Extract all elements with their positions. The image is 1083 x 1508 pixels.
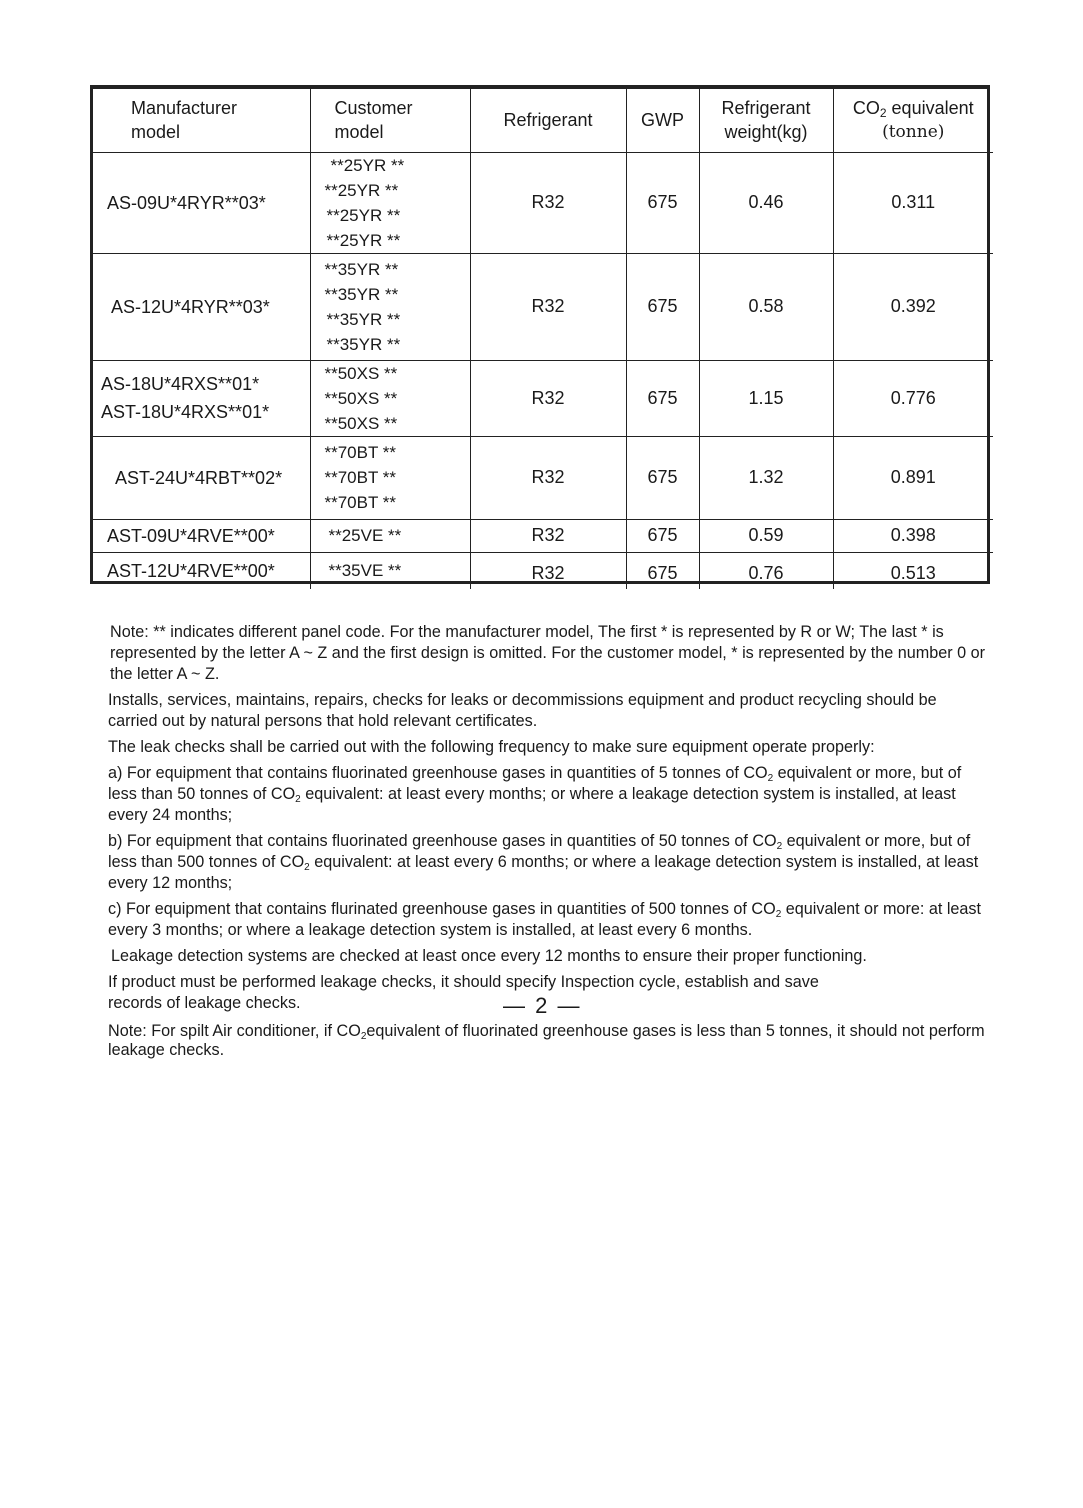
customer-model-cell: **35YR ** **35YR ** **35YR ** **35YR ** <box>310 253 470 360</box>
manufacturer-model-cell: AST-12U*4RVE**00* <box>93 552 310 589</box>
gwp-cell: 675 <box>626 360 699 436</box>
manufacturer-model-cell: AS-09U*4RYR**03* <box>93 152 310 253</box>
weight-cell: 1.32 <box>699 436 833 519</box>
manufacturer-model-cell: AS-18U*4RXS**01* AST-18U*4RXS**01* <box>93 360 310 436</box>
note-item-c: c) For equipment that contains flurinated greenhouse gases in quantities of 500 tonnes of $CO_2$ equivalent or more: at least every 3 months; or where a leakage detection system is installed, at least every 6 months. <box>108 900 982 939</box>
refrigerant-cell: R32 <box>470 152 626 253</box>
table-row <box>93 253 993 360</box>
table-row <box>93 360 993 436</box>
customer-model-cell: **70BT ** **70BT ** **70BT ** <box>310 436 470 519</box>
header-co2-equivalent: $CO_2$ equivalent (tonne) <box>833 89 993 152</box>
gwp-cell: 675 <box>626 552 699 589</box>
note-item-a: a) For equipment that contains fluorinated greenhouse gases in quantities of 5 tonnes of $CO_2$ equivalent or more, but of less than 50 tonnes of $CO_2$ equivalent: at least every months; or where a leakage detection system is installed, at least every 24 months; <box>108 764 962 824</box>
table-row <box>93 552 993 589</box>
note-item-b: b) For equipment that contains fluorinated greenhouse gases in quantities of 50 tonnes of $CO_2$ equivalent or more, but of less than 500 tonnes of $CO_2$ equivalent: at least every 6 months; or where a leakage detection system is installed, at least every 12 months; <box>108 832 979 892</box>
table-row <box>93 436 993 519</box>
note-split-ac: Note: For spilt Air conditioner, if $CO_2equivalent$ of fluorinated greenhouse gases is less than 5 tonnes, it should not perform leakage checks. <box>108 1022 985 1059</box>
gwp-cell: 675 <box>626 152 699 253</box>
refrigerant-cell: R32 <box>470 253 626 360</box>
co2-cell: 0.776 <box>833 360 993 436</box>
refrigerant-cell: R32 <box>470 436 626 519</box>
co2-cell: 0.398 <box>833 519 993 552</box>
customer-model-cell: **25YR ** **25YR ** **25YR ** **25YR ** <box>310 152 470 253</box>
refrigerant-cell: R32 <box>470 552 626 589</box>
weight-cell: 0.58 <box>699 253 833 360</box>
co2-cell: 0.513 <box>833 552 993 589</box>
table-header-row <box>93 89 993 152</box>
gwp-cell: 675 <box>626 253 699 360</box>
note-inspection-cycle: If product must be performed leakage checks, it should specify Inspection cycle, establish and save records of leakage checks. <box>108 973 819 1012</box>
refrigerant-table-frame <box>90 85 990 584</box>
header-refrigerant-weight: Refrigerant weight(kg) <box>699 89 833 152</box>
weight-cell: 0.46 <box>699 152 833 253</box>
customer-model-cell: **50XS ** **50XS ** **50XS ** <box>310 360 470 436</box>
gwp-cell: 675 <box>626 436 699 519</box>
page-number: — 2 — <box>503 993 582 1018</box>
note-certified-persons: Installs, services, maintains, repairs, checks for leaks or decommissions equipment and product recycling should be carried out by natural persons that hold relevant certificates. <box>108 691 937 730</box>
header-refrigerant: Refrigerant <box>470 89 626 152</box>
weight-cell: 1.15 <box>699 360 833 436</box>
co2-cell: 0.311 <box>833 152 993 253</box>
manufacturer-model-cell: AST-09U*4RVE**00* <box>93 519 310 552</box>
header-customer-model: Customer model <box>310 89 470 152</box>
table-row <box>93 152 993 253</box>
table-row <box>93 519 993 552</box>
header-gwp: GWP <box>626 89 699 152</box>
gwp-cell: 675 <box>626 519 699 552</box>
customer-model-cell: **35VE ** <box>310 552 470 589</box>
note-panel-code: Note: ** indicates different panel code. For the manufacturer model, The first * is represented by R or W; The last * is represented by the letter A ~ Z and the first design is omitted. For the customer model, * is represented by the number 0 or the letter A ~ Z. <box>110 623 986 683</box>
co2-cell: 0.891 <box>833 436 993 519</box>
note-frequency-intro: The leak checks shall be carried out with the following frequency to make sure equipment operate properly: <box>108 738 875 756</box>
note-detection-check: Leakage detection systems are checked at least once every 12 months to ensure their proper functioning. <box>111 947 867 965</box>
weight-cell: 0.76 <box>699 552 833 589</box>
refrigerant-cell: R32 <box>470 519 626 552</box>
refrigerant-table <box>93 89 993 589</box>
customer-model-cell: **25VE ** <box>310 519 470 552</box>
refrigerant-cell: R32 <box>470 360 626 436</box>
manufacturer-model-cell: AST-24U*4RBT**02* <box>93 436 310 519</box>
manufacturer-model-cell: AS-12U*4RYR**03* <box>93 253 310 360</box>
header-manufacturer-model: Manufacturer model <box>93 89 310 152</box>
weight-cell: 0.59 <box>699 519 833 552</box>
co2-cell: 0.392 <box>833 253 993 360</box>
